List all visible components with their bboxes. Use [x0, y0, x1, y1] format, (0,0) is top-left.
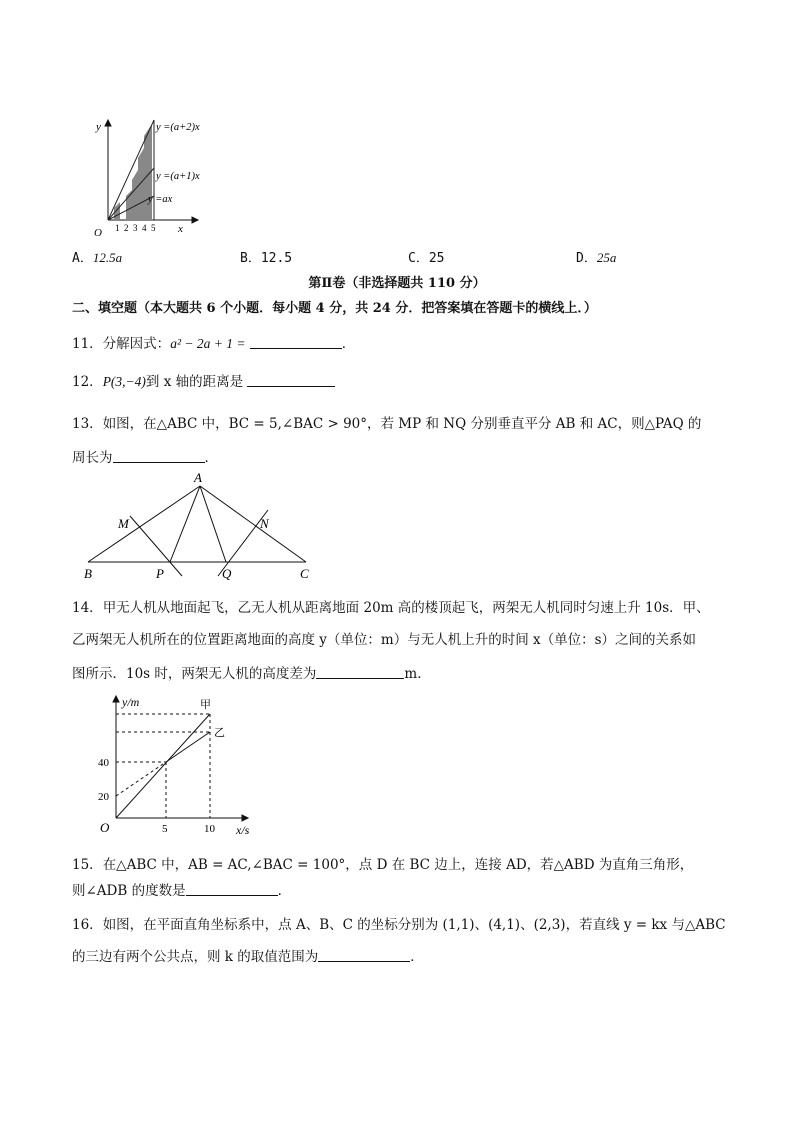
fig14-x-tick: 10 — [204, 823, 215, 835]
fig10-tick: 1 — [115, 223, 120, 233]
option-c: C．25 — [408, 251, 445, 266]
fig14-y-tick: 20 — [98, 791, 109, 803]
answer-blank[interactable] — [318, 949, 410, 962]
fig14-y-tick: 40 — [98, 757, 109, 769]
fig14-series-jia: 甲 — [200, 699, 211, 711]
fig10-tick: 3 — [133, 223, 138, 233]
fig13-label-a: A — [194, 470, 202, 485]
fig10-y-axis: y — [96, 121, 101, 133]
fig14-origin: O — [100, 820, 110, 835]
section-title: 第Ⅱ卷（非选择题共 110 分） — [308, 276, 486, 291]
question-12: 12．P(3,−4)到 x 轴的距离是 — [72, 370, 335, 390]
answer-blank[interactable] — [316, 666, 404, 679]
question-11: 11．分解因式：a² − 2a + 1 = ． — [72, 336, 356, 352]
fig10-tick: 4 — [142, 223, 147, 233]
question-14-line3: 图所示．10s 时，两架无人机的高度差为 m． — [72, 666, 431, 682]
answer-blank[interactable] — [113, 450, 205, 463]
fig10-x-axis: x — [178, 223, 183, 235]
fig13-label-c: C — [300, 566, 309, 581]
option-a: A．12.5a — [72, 250, 123, 266]
fig14-x-label: x/s — [236, 823, 250, 837]
fig13-label-n: N — [260, 516, 269, 531]
q13-figure — [78, 470, 328, 582]
fig10-origin: O — [94, 227, 102, 239]
question-14-line1: 14．甲无人机从地面起飞，乙无人机从距离地面 20m 高的楼顶起飞，两架无人机同时匀速上升 10s．甲、 — [72, 600, 710, 616]
fig14-series-yi: 乙 — [214, 727, 225, 739]
option-d: D．25a — [576, 250, 617, 266]
fig13-label-p: P — [156, 566, 164, 581]
option-b: B．12.5 — [240, 251, 293, 266]
question-13-line2: 周长为 ． — [72, 450, 218, 466]
question-16-line2: 的三边有两个公共点，则 k 的取值范围为 ． — [72, 949, 424, 965]
fig14-y-label: y/m — [122, 695, 140, 709]
q10-figure — [88, 112, 228, 242]
question-16-line1: 16．如图，在平面直角坐标系中，点 A、B、C 的坐标分别为 (1,1)、(4,1)、(2,3)，若直线 y = kx 与△ABC — [72, 917, 726, 933]
fig10-line-mid: y =(a+1)x — [156, 171, 200, 182]
fig10-tick: 5 — [151, 223, 156, 233]
fig14-x-tick: 5 — [162, 823, 168, 835]
fig13-label-q: Q — [222, 566, 232, 581]
question-13-line1: 13．如图，在△ABC 中，BC = 5,∠BAC > 90°，若 MP 和 NQ 分别垂直平分 AB 和 AC，则△PAQ 的 — [72, 416, 702, 432]
q14-figure — [96, 690, 266, 840]
answer-blank[interactable] — [247, 374, 335, 387]
answer-blank[interactable] — [250, 336, 342, 349]
fig13-label-b: B — [84, 566, 92, 581]
answer-blank[interactable] — [186, 883, 278, 896]
question-15-line2: 则∠ADB 的度数是 ． — [72, 883, 292, 899]
fig10-tick: 2 — [124, 223, 129, 233]
question-15-line1: 15．在△ABC 中，AB = AC,∠BAC = 100°，点 D 在 BC 边上，连接 AD，若△ABD 为直角三角形， — [72, 857, 694, 873]
part-title: 二、填空题（本大题共 6 个小题．每小题 4 分，共 24 分．把答案填在答题卡的横线上．） — [72, 301, 597, 316]
question-14-line2: 乙两架无人机所在的位置距离地面的高度 y（单位：m）与无人机上升的时间 x（单位：s）之间的关系如 — [72, 632, 697, 648]
fig13-label-m: M — [118, 516, 129, 531]
fig10-line-low: y =ax — [148, 194, 173, 205]
fig10-line-top: y =(a+2)x — [156, 122, 200, 133]
